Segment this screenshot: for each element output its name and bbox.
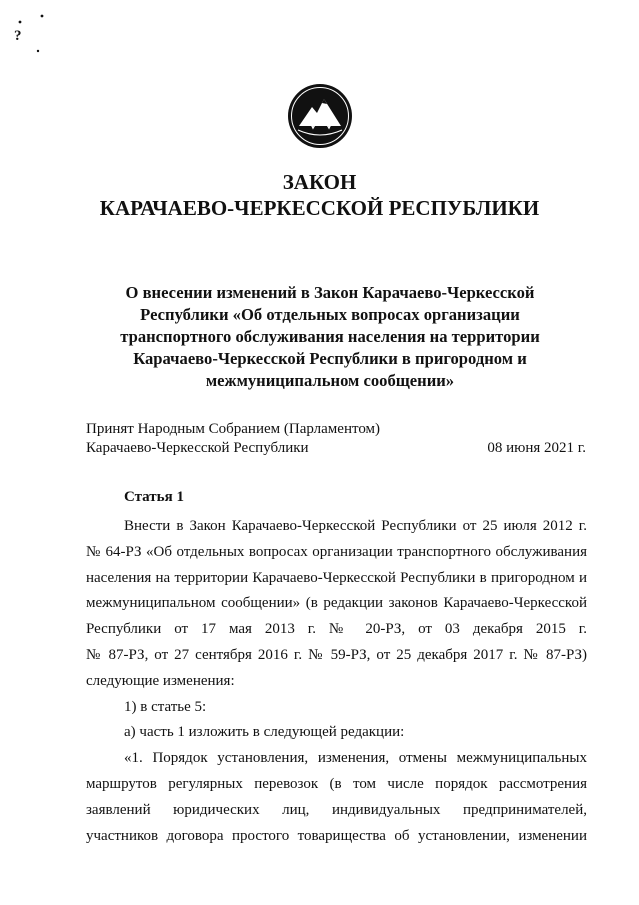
law-title-line2: КАРАЧАЕВО-ЧЕРКЕССКОЙ РЕСПУБЛИКИ: [99, 196, 540, 220]
subtitle-line: транспортного обслуживания населения на территории: [120, 327, 540, 346]
adoption-date: 08 июня 2021 г.: [487, 440, 586, 456]
body-line: 1) в статье 5:: [124, 698, 207, 715]
law-title-line1: ЗАКОН: [282, 170, 357, 194]
svg-text:?: ?: [14, 28, 22, 44]
subtitle-line: Карачаево-Черкесской Республики в пригородном и: [133, 349, 527, 368]
subtitle-line: межмуниципальном сообщении»: [205, 371, 455, 390]
subtitle-line: Республики «Об отдельных вопросах организации: [140, 305, 520, 324]
adopted-by-line1: Принят Народным Собранием (Парламентом): [86, 421, 381, 437]
law-subtitle: [100, 282, 560, 392]
body-line: № 64-РЗ «Об отдельных вопросах организации транспортного обслуживания: [86, 543, 587, 560]
body-line: маршрутов регулярных перевозок (в том числе порядок рассмотрения: [86, 775, 587, 792]
body-line: участников договора простого товарищества об установлении, изменении: [86, 827, 587, 844]
body-line: Республики от 17 мая 2013 г. № 20-РЗ, от 03 декабря 2015 г.: [86, 621, 587, 638]
body-line: межмуниципальном сообщении» (в редакции законов Карачаево-Черкесской: [86, 595, 587, 612]
coat-of-arms-emblem: [286, 82, 354, 150]
body-line: № 87-РЗ, от 27 сентября 2016 г. № 59-РЗ, от 25 декабря 2017 г. № 87-РЗ): [86, 646, 587, 663]
body-line: «1. Порядок установления, изменения, отмены межмуниципальных: [124, 750, 587, 767]
article-heading: Статья 1: [124, 489, 184, 505]
article-body: [86, 514, 587, 849]
adoption-block: [86, 420, 586, 458]
body-line: заявлений юридических лиц, индивидуальных предпринимателей,: [86, 801, 587, 818]
subtitle-line: О внесении изменений в Закон Карачаево-Черкесской: [125, 283, 535, 302]
body-line: Внести в Закон Карачаево-Черкесской Республики от 25 июля 2012 г.: [124, 518, 587, 534]
body-line: следующие изменения:: [86, 672, 235, 689]
scan-marks-icon: [12, 10, 52, 60]
adopted-by-line2: Карачаево-Черкесской Республики: [86, 440, 309, 456]
body-line: а) часть 1 изложить в следующей редакции:: [124, 724, 405, 741]
body-line: населения на территории Карачаево-Черкесской Республики в пригородном и: [86, 569, 587, 586]
